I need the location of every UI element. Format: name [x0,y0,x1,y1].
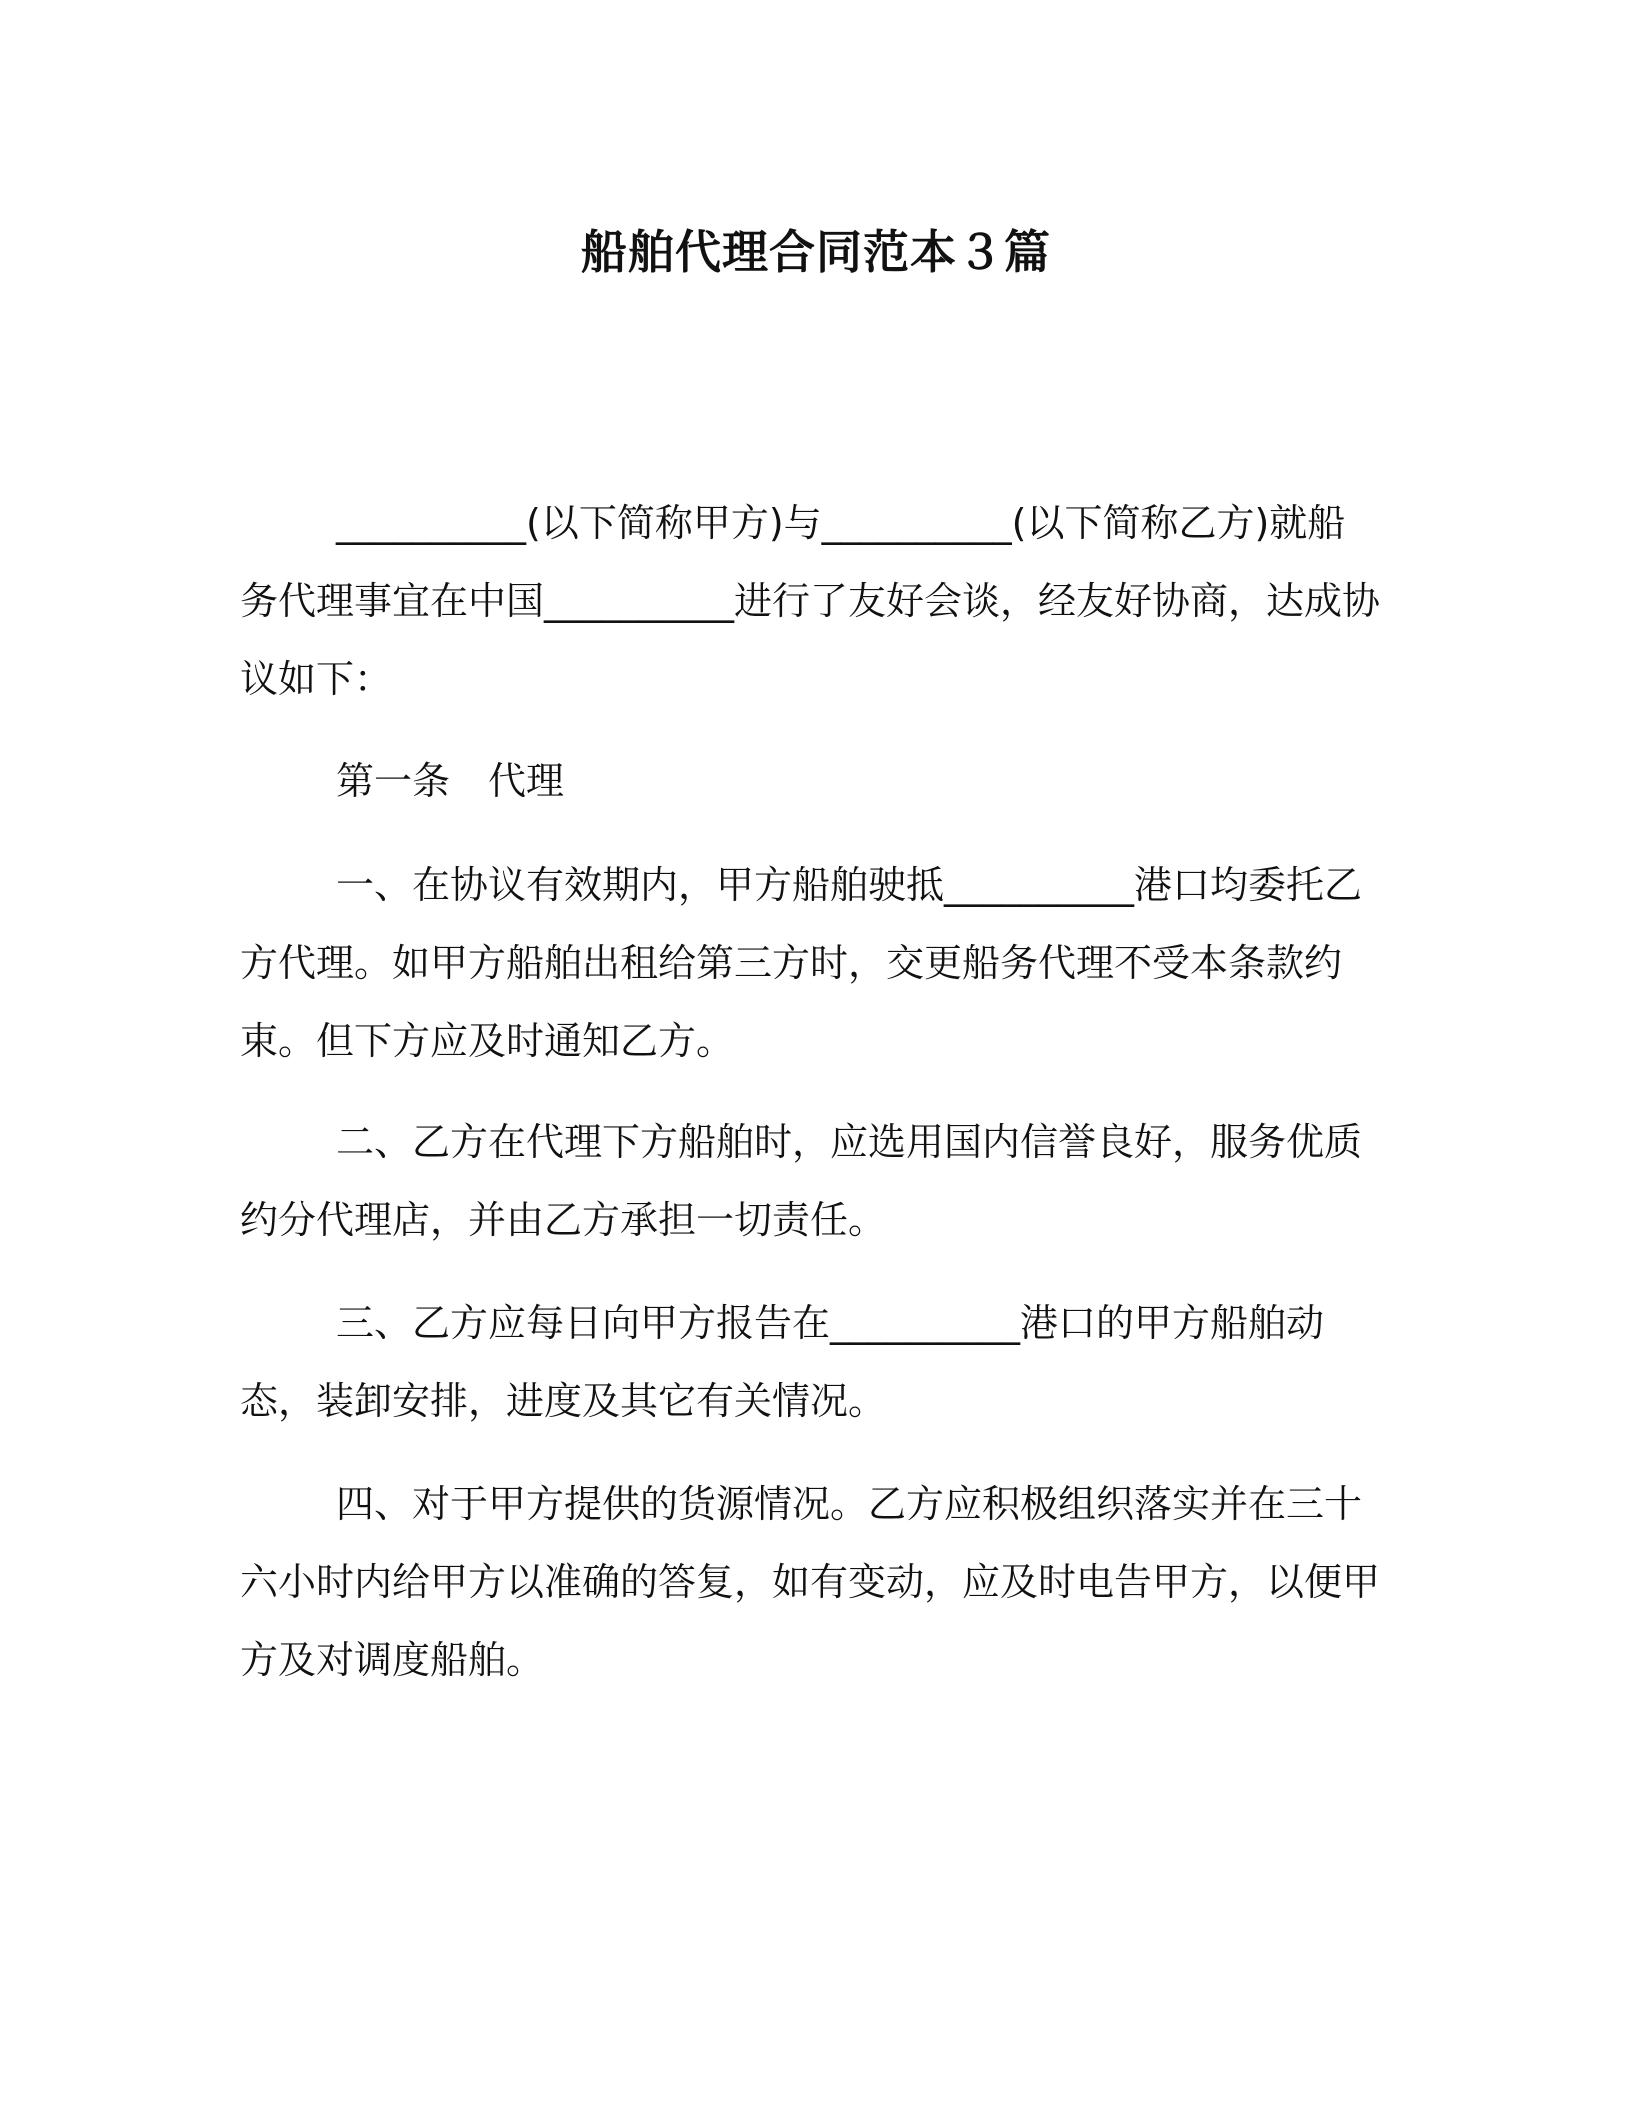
document-title: 船舶代理合同范本３篇 [581,225,1051,279]
clause-2: 二、乙方在代理下方船舶时，应选用国内信誉良好，服务优质约分代理店，并由乙方承担一切责任。 [240,1120,1363,1242]
clause-1: 一、在协议有效期内，甲方船舶驶抵__________港口均委托乙方代理。如甲方船舶出租给第三方时，交更船务代理不受本条款约束。但下方应及时通知乙方。 [240,863,1363,1063]
clause-4: 四、对于甲方提供的货源情况。乙方应积极组织落实并在三十六小时内给甲方以准确的答复，如有变动，应及时电告甲方，以便甲方及对调度船舶。 [240,1482,1381,1682]
intro-paragraph: __________(以下简称甲方)与__________(以下简称乙方)就船务代理事宜在中国__________进行了友好会谈，经友好协商，达成协议如下： [240,501,1381,701]
article-heading: 第一条 代理 [336,759,565,803]
clause-3: 三、乙方应每日向甲方报告在__________港口的甲方船舶动态，装卸安排，进度及其它有关情况。 [240,1301,1325,1423]
